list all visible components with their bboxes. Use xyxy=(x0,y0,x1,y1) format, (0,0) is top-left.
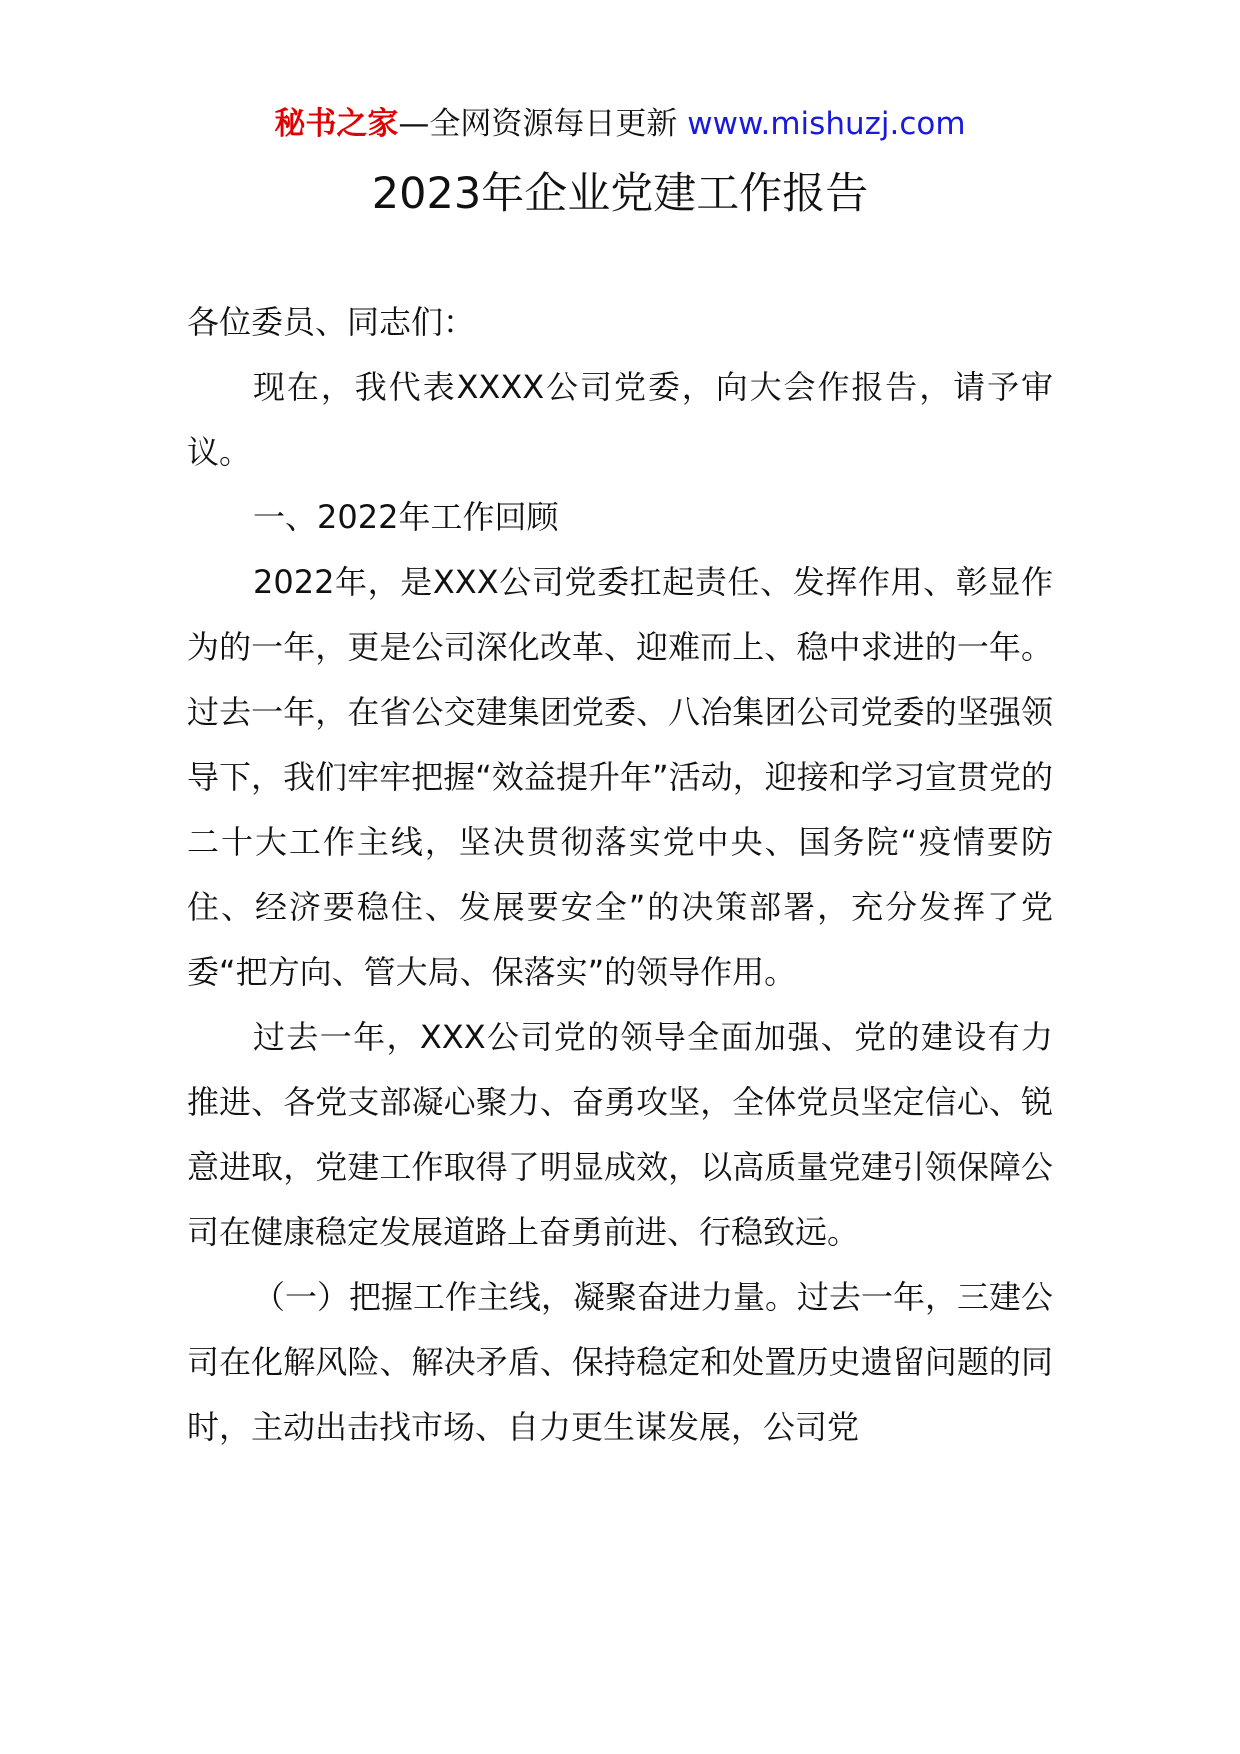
paragraph-past-year: 过去一年，XXX公司党的领导全面加强、党的建设有力推进、各党支部凝心聚力、奋勇攻坚，全体党员坚定信心、锐意进取，党建工作取得了明显成效，以高质量党建引领保障公司在健康稳定发展道路上奋勇前进、行稳致远。 xyxy=(187,1018,1053,1251)
section-heading: 一、2022年工作回顾 xyxy=(253,498,559,536)
banner-slogan: —全网资源每日更新 xyxy=(398,106,678,142)
website-link[interactable]: www.mishuzj.com xyxy=(687,106,966,142)
paragraph-subsection-one: （一）把握工作主线，凝聚奋进力量。过去一年，三建公司在化解风险、解决矛盾、保持稳定和处置历史遗留问题的同时，主动出击找市场、自力更生谋发展，公司党 xyxy=(187,1278,1054,1446)
salutation: 各位委员、同志们： xyxy=(187,303,476,341)
paragraph-2022-overview: 2022年，是XXX公司党委扛起责任、发挥作用、彰显作为的一年，更是公司深化改革、迎难而上、稳中求进的一年。过去一年，在省公交建集团党委、八冶集团公司党委的坚强领导下，我们牢牢把握“效益提升年”活动，迎接和学习宣贯党的二十大工作主线，坚决贯彻落实党中央、国务院“疫情要防住、经济要稳住、发展要安全”的决策部署，充分发挥了党委“把方向、管大局、保落实”的领导作用。 xyxy=(187,563,1053,991)
brand-name: 秘书之家 xyxy=(274,106,399,142)
paragraph-opening: 现在，我代表XXXX公司党委，向大会作报告，请予审议。 xyxy=(187,368,1053,471)
document-body xyxy=(187,290,1053,1460)
header-banner xyxy=(0,100,1240,148)
document-title: 2023年企业党建工作报告 xyxy=(371,169,869,219)
